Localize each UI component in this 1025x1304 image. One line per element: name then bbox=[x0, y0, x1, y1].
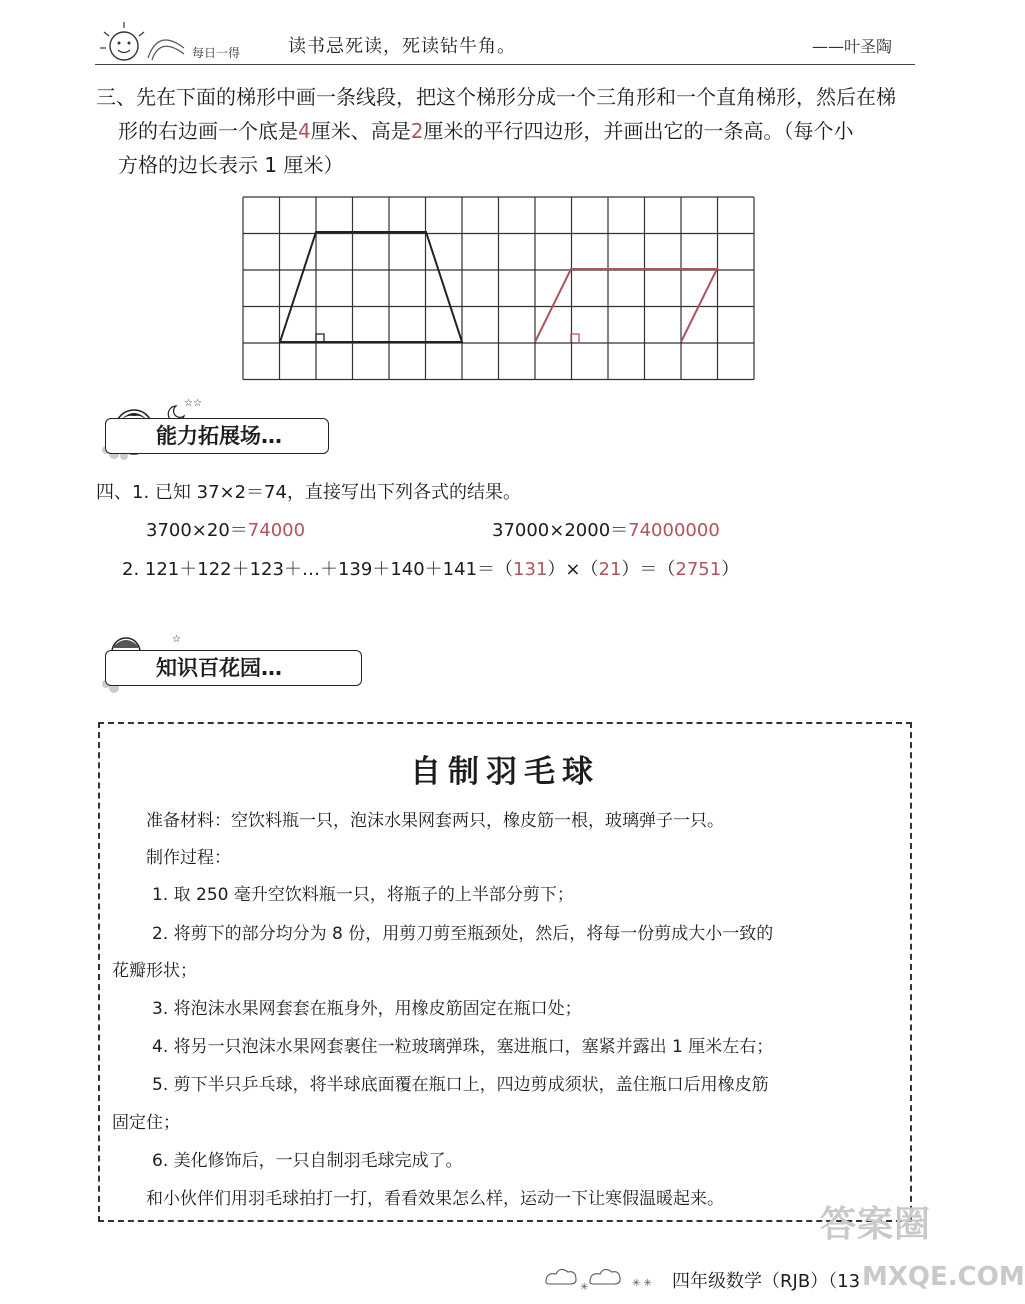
answer-3b: 21 bbox=[598, 559, 622, 580]
svg-text:☆: ☆ bbox=[172, 634, 181, 645]
step-4: 4. 将另一只泡沫水果网套裹住一粒玻璃弹珠，塞进瓶口，塞紧并露出 1 厘米左右； bbox=[152, 1037, 774, 1057]
question-4-equation-2: 37000×2000＝74000000 bbox=[492, 520, 720, 541]
section-banner-knowledge: 知识百花园… bbox=[105, 650, 362, 686]
step-1: 1. 取 250 毫升空饮料瓶一只，将瓶子的上半部分剪下； bbox=[152, 885, 574, 905]
watermark-url: MXQE.COM bbox=[862, 1262, 1025, 1292]
question-4-title: 四、1. 已知 37×2＝74，直接写出下列各式的结果。 bbox=[96, 482, 521, 503]
answer-2: 74000000 bbox=[628, 520, 720, 541]
answer-1: 74000 bbox=[247, 520, 306, 541]
question-4-equation-1: 3700×20＝74000 bbox=[146, 520, 306, 541]
svg-text:✳ ✳: ✳ ✳ bbox=[632, 1278, 652, 1289]
header-tag: 每日一得 bbox=[192, 46, 241, 60]
svg-text:☆☆: ☆☆ bbox=[184, 398, 202, 409]
svg-text:✳: ✳ bbox=[580, 1282, 589, 1293]
parallelogram bbox=[535, 269, 717, 342]
knowledge-box-title: 自制羽毛球 bbox=[410, 754, 600, 790]
page-number: 13 bbox=[837, 1271, 861, 1292]
process-title: 制作过程： bbox=[146, 848, 231, 868]
answer-3a: 131 bbox=[513, 559, 548, 580]
answer-3c: 2751 bbox=[675, 559, 722, 580]
step-2b: 花瓣形状； bbox=[112, 961, 197, 981]
header-author: ——叶圣陶 bbox=[812, 37, 893, 56]
step-2a: 2. 将剪下的部分均分为 8 份，用剪刀剪至瓶颈处，然后，将每一份剪成大小一致的 bbox=[152, 924, 774, 944]
step-3: 3. 将泡沫水果网套套在瓶身外，用橡皮筋固定在瓶口处； bbox=[152, 999, 582, 1019]
trapezoid bbox=[280, 232, 462, 342]
closing-line: 和小伙伴们用羽毛球拍打一打，看看效果怎么样，运动一下让寒假温暖起来。 bbox=[146, 1189, 724, 1209]
trapezoid-right-angle-mark bbox=[316, 334, 324, 342]
question-4-equation-3: 2. 121＋122＋123＋…＋139＋140＋141＝（131）×（21）＝（2751） bbox=[122, 559, 740, 580]
grid-lines bbox=[243, 197, 754, 380]
footer-cloud-icon bbox=[540, 1262, 670, 1296]
question-3-line-1: 三、先在下面的梯形中画一条线段，把这个梯形分成一个三角形和一个直角梯形，然后在梯 bbox=[96, 85, 896, 109]
step-5b: 固定住； bbox=[112, 1113, 180, 1133]
question-3 bbox=[96, 80, 916, 182]
knowledge-box bbox=[98, 722, 912, 1222]
parallelogram-height-right-angle-mark bbox=[571, 334, 579, 342]
drawing-grid bbox=[240, 194, 752, 386]
footer-label: 四年级数学（RJB）（13 bbox=[672, 1271, 861, 1292]
watermark-logo: 答案圈 bbox=[820, 1204, 932, 1245]
step-6: 6. 美化修饰后，一只自制羽毛球完成了。 bbox=[152, 1151, 463, 1171]
materials-line: 准备材料：空饮料瓶一只，泡沫水果网套两只，橡皮筋一根，玻璃弹子一只。 bbox=[146, 811, 724, 831]
header-quote: 读书忌死读，死读钻牛角。 bbox=[288, 36, 516, 57]
header-divider bbox=[95, 64, 915, 65]
question-3-line-2: 形的右边画一个底是4厘米、高是2厘米的平行四边形，并画出它的一条高。（每个小 bbox=[118, 119, 854, 143]
section-banner-ability: 能力拓展场… bbox=[105, 418, 329, 454]
step-5a: 5. 剪下半只乒乓球，将半球底面覆在瓶口上，四边剪成须状，盖住瓶口后用橡皮筋 bbox=[152, 1075, 769, 1095]
question-3-line-3: 方格的边长表示 1 厘米） bbox=[118, 153, 344, 177]
